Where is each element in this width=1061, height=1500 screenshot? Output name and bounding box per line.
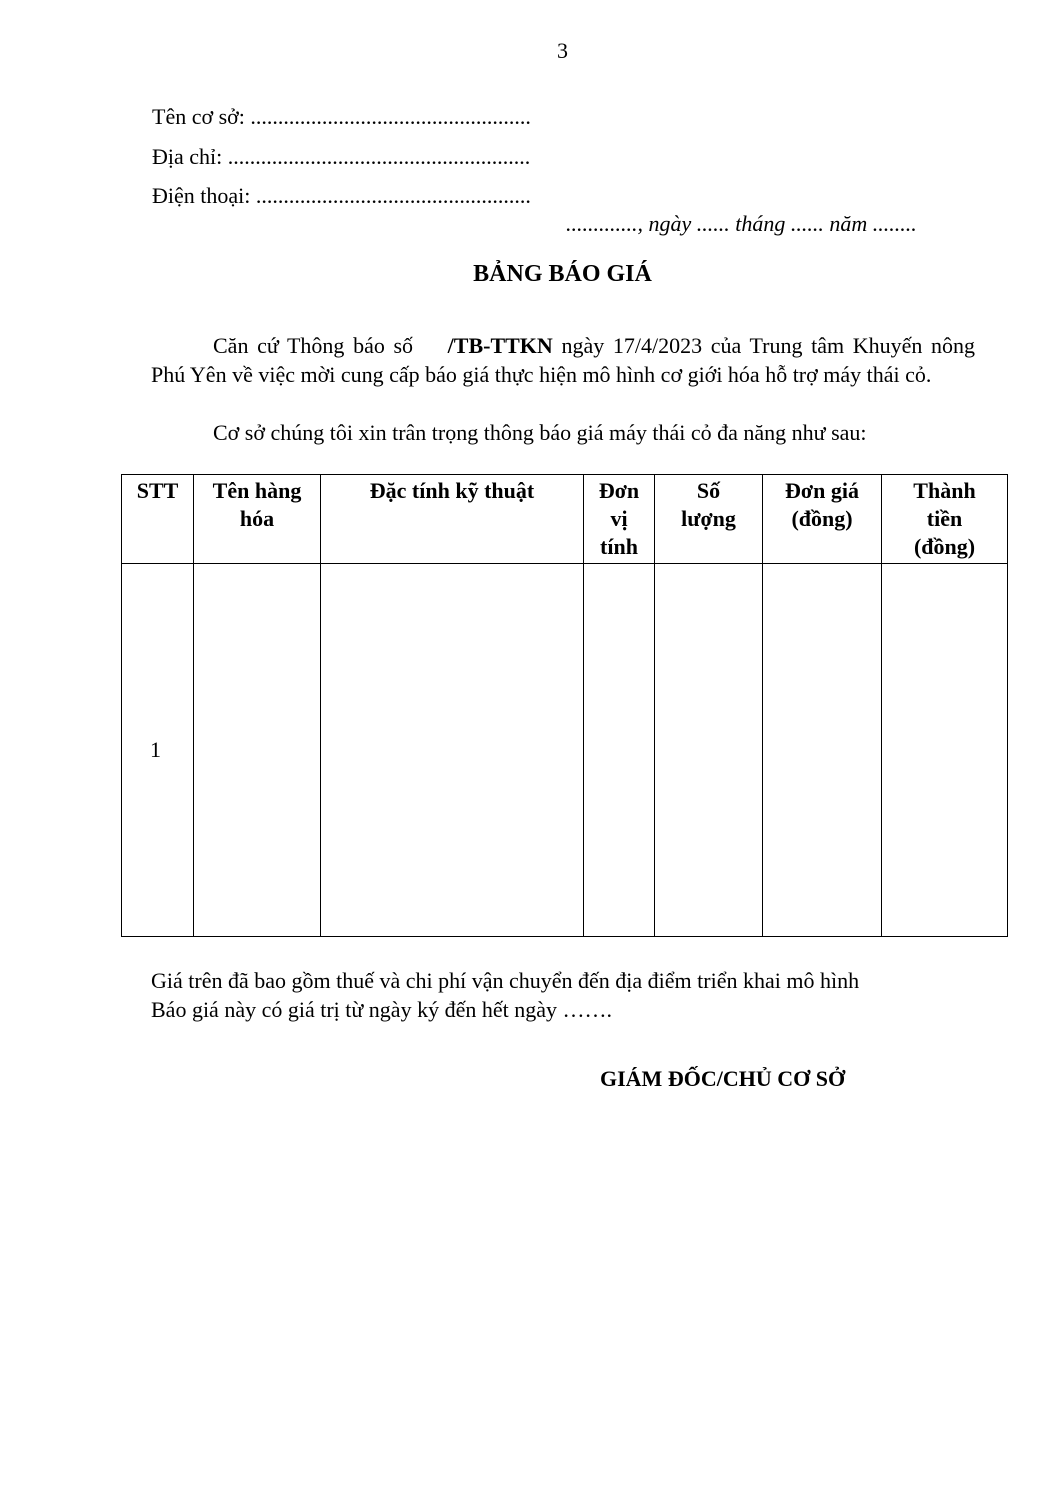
intro-text-part2: ngày 17/4/2023 của Trung tâm Khuyến nông Phú Yên về việc mời cung cấp báo giá thực hiện mô hình cơ giới hóa hỗ trợ máy thái cỏ.	[151, 333, 975, 387]
header-total: Thành tiền (đồng)	[882, 475, 1008, 564]
header-unit-price: Đơn giá (đồng)	[763, 475, 882, 564]
quote-table	[121, 474, 1008, 937]
cell-stt: 1	[122, 564, 194, 937]
signature-title: GIÁM ĐỐC/CHỦ CƠ SỞ	[600, 1066, 846, 1091]
note-price-inclusive: Giá trên đã bao gồm thuế và chi phí vận chuyển đến địa điểm triển khai mô hình	[151, 968, 860, 993]
address-line: Địa chỉ: .......................................................	[152, 144, 531, 169]
phone-line: Điện thoại: ..................................................	[152, 183, 531, 208]
cell-unit-price	[763, 564, 882, 937]
cell-quantity	[655, 564, 763, 937]
cell-unit	[584, 564, 655, 937]
cell-specifications	[321, 564, 584, 937]
table-header-row	[122, 475, 1008, 564]
page-number: 3	[557, 38, 568, 63]
intro-paragraph	[151, 331, 975, 389]
intro-paragraph-2: Cơ sở chúng tôi xin trân trọng thông báo giá máy thái cỏ đa năng như sau:	[213, 420, 867, 445]
header-unit: Đơn vị tính	[584, 475, 655, 564]
note-validity: Báo giá này có giá trị từ ngày ký đến hết ngày …….	[151, 997, 612, 1022]
intro-text-part1: Căn cứ Thông báo số	[213, 333, 422, 358]
cell-total	[882, 564, 1008, 937]
facility-name-line: Tên cơ sở: ...................................................	[152, 104, 531, 129]
header-specifications: Đặc tính kỹ thuật	[321, 475, 584, 564]
date-line: ............., ngày ...... tháng ...... năm ........	[566, 211, 917, 236]
cell-product-name	[194, 564, 321, 937]
table-row	[122, 564, 1008, 937]
header-stt: STT	[122, 475, 194, 564]
header-product-name: Tên hàng hóa	[194, 475, 321, 564]
notice-code: /TB-TTKN	[447, 333, 553, 358]
document-title: BẢNG BÁO GIÁ	[473, 261, 652, 287]
header-quantity: Số lượng	[655, 475, 763, 564]
